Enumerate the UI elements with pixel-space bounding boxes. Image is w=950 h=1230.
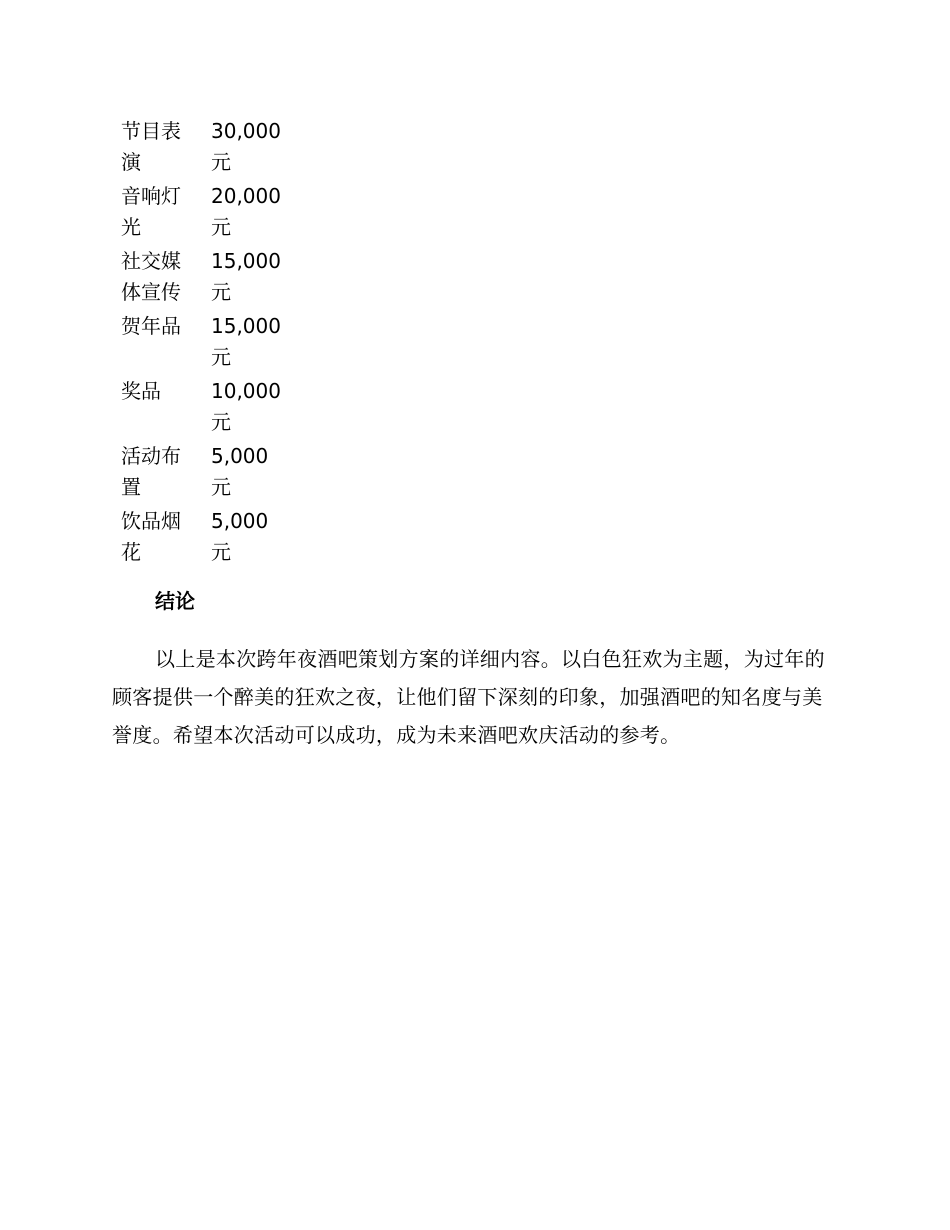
table-row	[112, 181, 283, 246]
budget-item: 饮品烟花	[121, 509, 181, 564]
table-row	[112, 376, 283, 441]
table-row	[112, 441, 283, 506]
budget-item: 社交媒体宣传	[121, 249, 181, 304]
table-row	[112, 116, 283, 181]
table-row	[112, 311, 283, 376]
budget-amount: 5,000元	[211, 444, 269, 499]
budget-amount: 15,000元	[211, 249, 281, 304]
budget-amount: 10,000元	[211, 379, 281, 434]
budget-item: 贺年品	[121, 314, 181, 338]
budget-item: 音响灯光	[121, 184, 181, 239]
budget-item: 奖品	[121, 379, 161, 403]
budget-amount: 20,000元	[211, 184, 281, 239]
budget-amount: 30,000元	[211, 119, 281, 174]
conclusion-heading: 结论	[155, 589, 195, 613]
budget-item: 节目表演	[121, 119, 181, 174]
budget-item: 活动布置	[121, 444, 181, 499]
budget-table	[112, 116, 283, 571]
budget-amount: 15,000元	[211, 314, 281, 369]
table-row	[112, 506, 283, 571]
budget-amount: 5,000元	[211, 509, 269, 564]
table-row	[112, 246, 283, 311]
conclusion-paragraph: 以上是本次跨年夜酒吧策划方案的详细内容。以白色狂欢为主题，为过年的顾客提供一个醉美的狂欢之夜，让他们留下深刻的印象，加强酒吧的知名度与美誉度。希望本次活动可以成功，成为未来酒吧欢庆活动的参考。	[112, 647, 825, 747]
